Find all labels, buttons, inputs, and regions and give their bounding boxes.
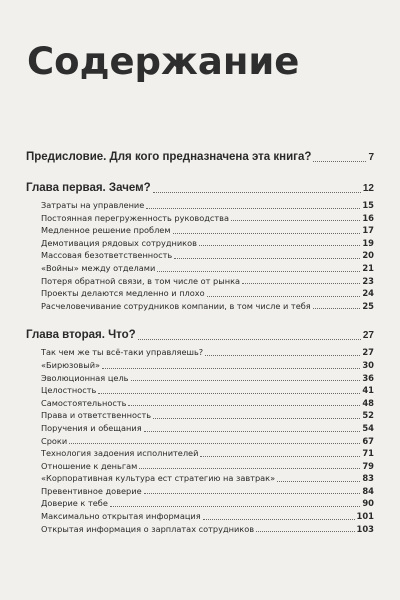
toc-entry-label: Доверие к тебе (41, 498, 108, 509)
toc-page-number: 16 (362, 212, 374, 223)
toc-page-number: 7 (368, 152, 374, 163)
toc-item[interactable] (26, 346, 374, 359)
dot-leader (277, 481, 360, 482)
toc-page-number: 67 (362, 435, 374, 446)
toc-entry-label: Целостность (41, 385, 97, 396)
toc-entry-label: Максимально открытая информация (41, 511, 201, 522)
toc-entry-label: «Войны» между отделами (41, 262, 156, 273)
toc-page-number: 101 (356, 511, 374, 522)
toc-item[interactable] (26, 287, 374, 300)
dot-leader (205, 355, 360, 356)
toc-item[interactable] (26, 523, 374, 536)
toc-item[interactable] (26, 472, 374, 485)
page-title: Содержание (27, 40, 300, 83)
toc-item[interactable] (26, 435, 374, 448)
toc-page-number: 19 (362, 237, 374, 248)
toc-page-number: 52 (362, 410, 374, 421)
toc-entry-label: Эволюционная цель (41, 372, 129, 383)
toc-page-number: 30 (362, 359, 374, 370)
toc-page-number: 103 (356, 523, 374, 534)
dot-leader (153, 418, 360, 419)
toc-entry-label: Расчеловечивание сотрудников компании, в том числе и тебя (41, 300, 311, 311)
toc-page-number: 27 (362, 330, 374, 342)
toc-entry-label: Открытая информация о зарплатах сотрудников (41, 523, 255, 534)
toc-entry-label: Постоянная перегруженность руководства (41, 212, 230, 223)
toc-page-number: 36 (362, 372, 374, 383)
toc-entry-label: Так чем же ты всё-таки управляешь? (41, 347, 204, 358)
dot-leader (256, 531, 354, 532)
toc-entry-label: Превентивное доверие (41, 485, 142, 496)
dot-leader (102, 368, 360, 369)
toc-page-number: 23 (362, 275, 374, 286)
toc-item[interactable] (26, 262, 374, 275)
toc-entry-label: Глава вторая. Что? (26, 329, 136, 342)
dot-leader (138, 339, 361, 340)
table-of-contents (26, 150, 374, 535)
toc-page-number: 48 (362, 397, 374, 408)
toc-page-number: 24 (362, 288, 374, 299)
spacer (26, 312, 374, 328)
dot-leader (174, 258, 360, 259)
toc-page-number: 41 (362, 385, 374, 396)
dot-leader (207, 296, 361, 297)
dot-leader (200, 456, 360, 457)
toc-entry-label: Демотивация рядовых сотрудников (41, 237, 197, 248)
toc-entry-label: «Корпоративная культура ест стратегию на завтрак» (41, 473, 276, 484)
dot-leader (144, 431, 361, 432)
toc-item[interactable] (26, 224, 374, 237)
dot-leader (69, 443, 360, 444)
toc-entry-label: Массовая безответственность (41, 250, 173, 261)
toc-page-number: 20 (362, 250, 374, 261)
toc-entry-label: Поручения и обещания (41, 422, 142, 433)
toc-item[interactable] (26, 397, 374, 410)
toc-item[interactable] (26, 384, 374, 397)
toc-preface[interactable] (26, 150, 374, 165)
toc-page-number: 79 (362, 460, 374, 471)
dot-leader (146, 208, 360, 209)
dot-leader (110, 506, 360, 507)
toc-entry-label: Самостоятельность (41, 397, 127, 408)
toc-entry-label: «Бирюзовый» (41, 359, 101, 370)
toc-page-number: 83 (362, 473, 374, 484)
toc-entry-label: Проекты делаются медленно и плохо (41, 288, 205, 299)
toc-entry-label: Предисловие. Для кого предназначена эта книга? (26, 151, 312, 163)
toc-entry-label: Глава первая. Зачем? (26, 182, 151, 194)
toc-item[interactable] (26, 447, 374, 460)
dot-leader (153, 192, 361, 193)
toc-entry-label: Медленное решение проблем (41, 225, 171, 236)
toc-item[interactable] (26, 212, 374, 225)
dot-leader (131, 380, 361, 381)
toc-chapter-1[interactable] (26, 181, 374, 196)
toc-item[interactable] (26, 275, 374, 288)
toc-item[interactable] (26, 485, 374, 498)
toc-item[interactable] (26, 510, 374, 523)
spacer (26, 165, 374, 181)
toc-page-number: 27 (362, 347, 374, 358)
toc-entry-label: Права и ответственность (41, 410, 152, 421)
toc-page-number: 71 (362, 448, 374, 459)
toc-page-number: 12 (362, 183, 374, 194)
dot-leader (199, 245, 360, 246)
toc-page-number: 25 (362, 300, 374, 311)
toc-item[interactable] (26, 372, 374, 385)
toc-entry-label: Сроки (41, 435, 68, 446)
dot-leader (139, 468, 360, 469)
toc-item[interactable] (26, 497, 374, 510)
toc-item[interactable] (26, 460, 374, 473)
dot-leader (242, 283, 360, 284)
dot-leader (157, 271, 360, 272)
dot-leader (313, 161, 366, 162)
dot-leader (313, 308, 361, 309)
dot-leader (98, 393, 360, 394)
toc-entry-label: Отношение к деньгам (41, 460, 138, 471)
toc-page-number: 17 (362, 225, 374, 236)
dot-leader (128, 405, 360, 406)
dot-leader (173, 233, 361, 234)
toc-chapter-2[interactable] (26, 328, 374, 343)
toc-entry-label: Затраты на управление (41, 200, 145, 210)
dot-leader (144, 493, 361, 494)
toc-page-number: 21 (362, 262, 374, 273)
toc-entry-label: Потеря обратной связи, в том числе от рынка (41, 275, 241, 286)
toc-item[interactable] (26, 359, 374, 372)
dot-leader (231, 220, 360, 221)
toc-page-number: 90 (362, 498, 374, 509)
toc-item[interactable] (26, 422, 374, 435)
toc-page-number: 54 (362, 422, 374, 433)
toc-item[interactable] (26, 409, 374, 422)
dot-leader (203, 519, 355, 520)
toc-item[interactable] (26, 300, 374, 313)
toc-page-number: 15 (362, 200, 374, 210)
toc-item[interactable] (26, 249, 374, 262)
toc-item[interactable] (26, 199, 374, 212)
toc-page-number: 84 (362, 485, 374, 496)
toc-item[interactable] (26, 237, 374, 250)
toc-entry-label: Технология задоения исполнителей (41, 448, 199, 459)
